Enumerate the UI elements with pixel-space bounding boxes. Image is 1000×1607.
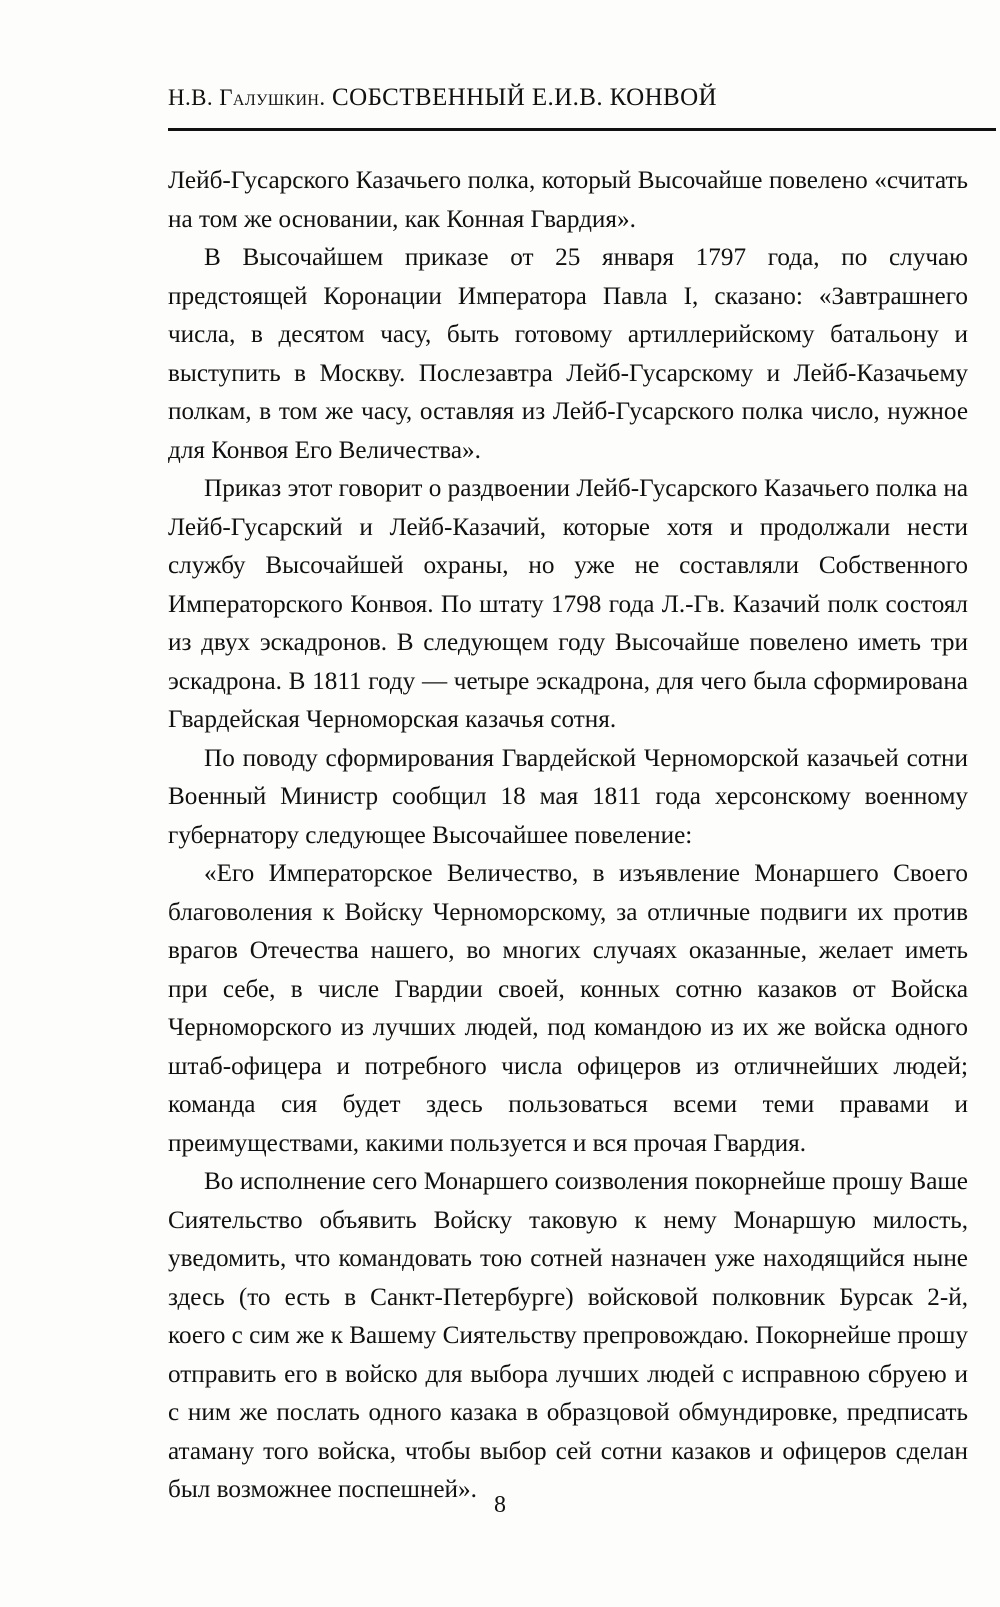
running-head bbox=[168, 84, 868, 112]
paragraph: Приказ этот говорит о раздвоении Лейб-Гусарского Казачьего полка на Лейб-Гусарский и Лейб-Казачий, которые хотя и продолжали нести службу Высочайшей охраны, но уже не составляли Собственного Императорского Конвоя. По штату 1798 года Л.-Гв. Казачий полк состоял из двух эскадронов. В следующем году Высочайше повелено иметь три эскадрона. В 1811 году — четыре эскадрона, для чего была сформирована Гвардейская Черноморская казачья сотня. bbox=[168, 475, 968, 733]
header-divider bbox=[168, 128, 996, 131]
body-text bbox=[168, 162, 968, 1510]
paragraph: По поводу сформирования Гвардейской Черноморской казачьей сотни Военный Министр сообщил 18 мая 1811 года херсонскому военному губернатору следующее Высочайшее повеление: bbox=[168, 744, 968, 849]
paragraph: Во исполнение сего Монаршего соизволения покорнейше прошу Ваше Сиятельство объявить Войску таковую к нему Монаршую милость, уведомить, что командовать тою сотней назначен уже находящийся ныне здесь (то есть в Санкт-Петербурге) войсковой полковник Бурсак 2-й, коего с сим же к Вашему Сиятельству препровождаю. Покорнейше прошу отправить его в войско для выбора лучших людей с исправною сбруею и с ним же послать одного казака в образцовой обмундировке, предписать атаману того войска, чтобы выбор сей сотни казаков и офицеров сделан был возможнее поспешней». bbox=[168, 1168, 968, 1503]
paragraph: Лейб-Гусарского Казачьего полка, который Высочайше повелено «считать на том же основании, как Конная Гвардия». bbox=[168, 167, 968, 233]
page-number: 8 bbox=[494, 1492, 506, 1518]
running-head-title: СОБСТВЕННЫЙ Е.И.В. КОНВОЙ bbox=[332, 84, 718, 111]
paragraph: «Его Императорское Величество, в изъявление Монаршего Своего благоволения к Войску Черноморскому, за отличные подвиги их против врагов Отечества нашего, во многих случаях оказанные, желает иметь при себе, в числе Гвардии своей, конных сотню казаков от Войска Черноморского из лучших людей, под командою из их же войска одного штаб-офицера и потребного числа офицеров из отличнейших людей; команда сия будет здесь пользоваться всеми теми правами и преимуществами, какими пользуется и вся прочая Гвардия. bbox=[168, 860, 968, 1157]
paragraph: В Высочайшем приказе от 25 января 1797 года, по случаю предстоящей Коронации Императора Павла I, сказано: «Завтрашнего числа, в десятом часу, быть готовому артиллерийскому батальону и выступить в Москву. Послезавтра Лейб-Гусарскому и Лейб-Казачьему полкам, в том же часу, оставляя из Лейб-Гусарского полка число, нужное для Конвоя Его Величества». bbox=[168, 244, 968, 464]
running-head-author: Н.В. Галушкин. bbox=[168, 85, 326, 110]
